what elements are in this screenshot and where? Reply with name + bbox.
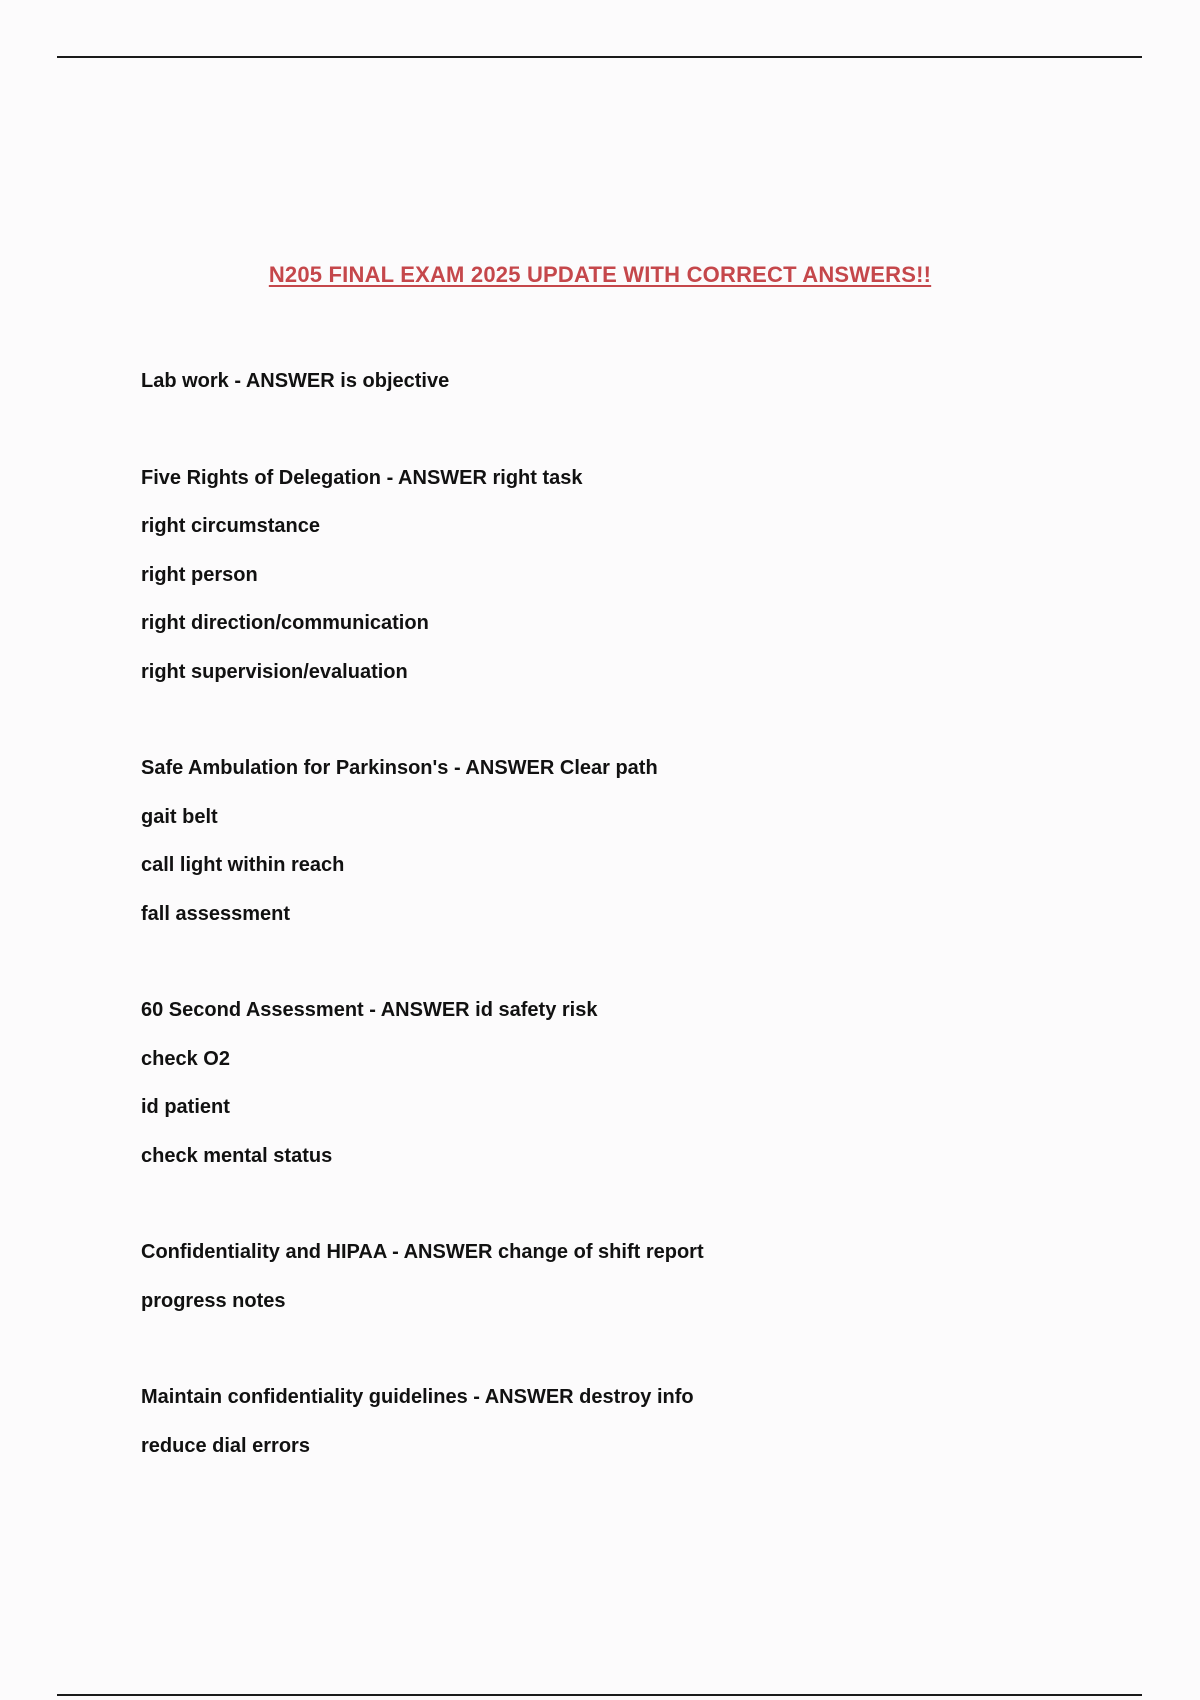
entry-line: fall assessment bbox=[141, 902, 290, 925]
entry-line: 60 Second Assessment - ANSWER id safety risk bbox=[141, 999, 598, 1021]
entry-line: right supervision/evaluation bbox=[141, 660, 408, 683]
document-title: N205 FINAL EXAM 2025 UPDATE WITH CORRECT ANSWERS!! bbox=[268, 262, 932, 287]
top-rule bbox=[57, 56, 1142, 58]
entry-line: gait belt bbox=[141, 805, 218, 828]
qa-entries bbox=[141, 357, 1141, 1518]
entry-line: Confidentiality and HIPAA - ANSWER change of shift report bbox=[141, 1241, 704, 1263]
entry-line: check O2 bbox=[141, 1047, 230, 1070]
entry-line: right circumstance bbox=[141, 515, 320, 537]
qa-entry-safe-ambulation bbox=[141, 744, 1141, 938]
entry-line: right person bbox=[141, 563, 258, 586]
entry-line: reduce dial errors bbox=[141, 1434, 310, 1457]
entry-line: Maintain confidentiality guidelines - ANSWER destroy info bbox=[141, 1386, 694, 1408]
entry-line: right direction/communication bbox=[141, 612, 429, 634]
entry-line: Lab work - ANSWER is objective bbox=[141, 370, 450, 392]
entry-line: check mental status bbox=[141, 1144, 333, 1167]
qa-entry-maintain-confidentiality bbox=[141, 1373, 1141, 1470]
entry-line: progress notes bbox=[141, 1289, 286, 1312]
qa-entry-60-second-assessment bbox=[141, 986, 1141, 1180]
entry-line: Safe Ambulation for Parkinson's - ANSWER Clear path bbox=[141, 757, 658, 779]
qa-entry-confidentiality-hipaa bbox=[141, 1228, 1141, 1325]
entry-line: Five Rights of Delegation - ANSWER right task bbox=[141, 466, 583, 489]
qa-entry-five-rights bbox=[141, 454, 1141, 697]
bottom-rule bbox=[57, 1694, 1142, 1696]
qa-entry-lab-work bbox=[141, 357, 1141, 406]
entry-line: id patient bbox=[141, 1096, 230, 1118]
entry-line: call light within reach bbox=[141, 854, 345, 876]
